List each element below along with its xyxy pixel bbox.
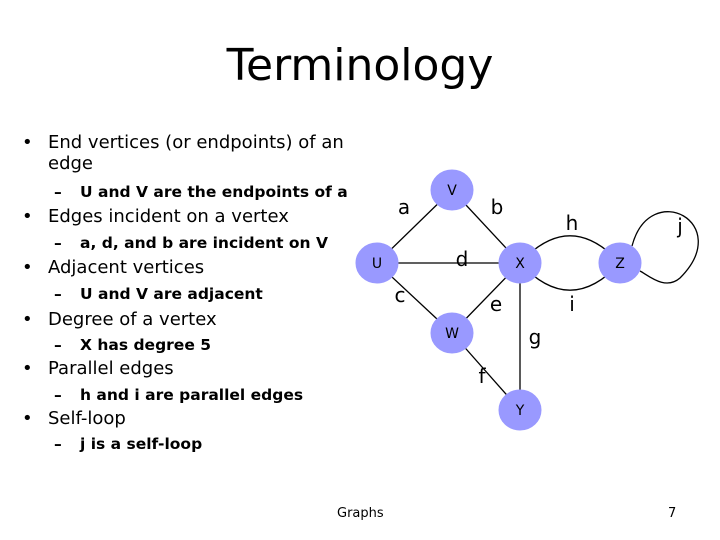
vertex-label-U: U: [371, 256, 383, 272]
bullet-text: End vertices (or endpoints) of an edge: [48, 132, 344, 174]
slide-title: Terminology: [226, 40, 494, 91]
edge-j: [632, 212, 698, 283]
edge-label-e: e: [489, 292, 503, 316]
edge-label-a: a: [397, 195, 411, 219]
edge-label-g: g: [528, 325, 542, 349]
vertex-label-X: X: [515, 256, 525, 272]
sub-bullet-dash: –: [54, 336, 62, 354]
bullet-dot: •: [22, 257, 33, 278]
bullet-dot: •: [22, 132, 33, 153]
edge-label-j: j: [677, 214, 683, 238]
edge-label-f: f: [478, 364, 486, 388]
bullet-text: Edges incident on a vertex: [48, 206, 289, 227]
sub-bullet-dash: –: [54, 285, 62, 303]
bullet-text: Adjacent vertices: [48, 257, 205, 278]
edge-label-c: c: [394, 283, 406, 307]
sub-bullet-dash: –: [54, 183, 62, 201]
sub-bullet-dash: –: [54, 386, 62, 404]
edge-label-b: b: [490, 195, 504, 219]
bullet-dot: •: [22, 309, 33, 330]
bullet-text: Self-loop: [48, 408, 126, 429]
footer-center: Graphs: [337, 506, 384, 521]
vertex-label-Z: Z: [615, 256, 625, 272]
edge-label-h: h: [565, 211, 579, 235]
bullet-dot: •: [22, 408, 33, 429]
sub-bullet-dash: –: [54, 234, 62, 252]
vertex-label-W: W: [445, 326, 459, 342]
sub-bullet-text: U and V are adjacent: [80, 285, 263, 303]
vertex-label-Y: Y: [515, 403, 525, 419]
sub-bullet-text: a, d, and b are incident on V: [80, 234, 328, 252]
bullet-dot: •: [22, 358, 33, 379]
bullet-text: Parallel edges: [48, 358, 174, 379]
sub-bullet-dash: –: [54, 435, 62, 453]
sub-bullet-text: U and V are the endpoints of a: [80, 183, 348, 201]
edge-label-i: i: [569, 292, 575, 316]
page-number: 7: [668, 506, 677, 521]
sub-bullet-text: j is a self-loop: [80, 435, 203, 453]
vertex-label-V: V: [447, 183, 457, 199]
bullet-text: Degree of a vertex: [48, 309, 217, 330]
sub-bullet-text: h and i are parallel edges: [80, 386, 304, 404]
edge-label-d: d: [455, 247, 469, 271]
sub-bullet-text: X has degree 5: [80, 336, 212, 354]
bullet-dot: •: [22, 206, 33, 227]
